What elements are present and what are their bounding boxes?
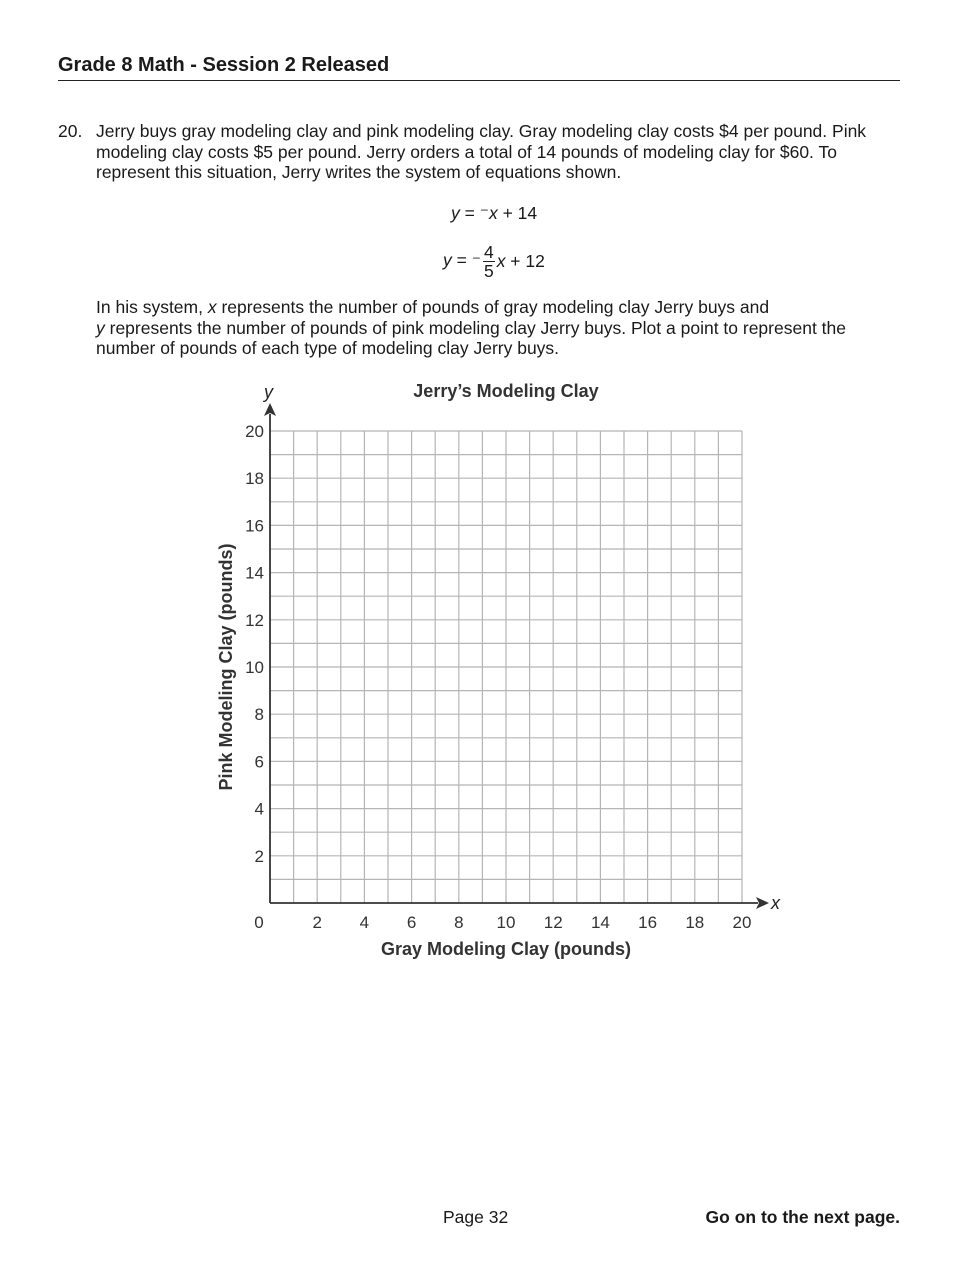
y-tick-label: 12: [245, 610, 264, 630]
x-tick-label: 4: [359, 913, 370, 932]
y-tick-label: 20: [245, 422, 264, 441]
eq2-neg: ⁻: [471, 251, 481, 271]
y-axis-label: Pink Modeling Clay (pounds): [216, 543, 236, 791]
footer-next-page: Go on to the next page.: [705, 1207, 900, 1227]
y-tick-label: 2: [254, 846, 264, 866]
x-tick-label: 20: [732, 913, 752, 932]
x-tick-label: 10: [496, 913, 516, 932]
body-y-var: y: [96, 317, 105, 338]
eq2-var: x: [496, 251, 506, 271]
y-tick-label: 8: [254, 705, 264, 725]
header-title: Grade 8 Math - Session 2 Released: [58, 54, 390, 76]
y-tick-label: 14: [245, 563, 264, 583]
y-tick-label: 10: [245, 658, 264, 677]
eq1-neg: ⁻: [479, 203, 489, 223]
y-tick-label: 4: [254, 799, 264, 819]
body-part1: represents the number of pounds of gray modeling clay Jerry buys and: [216, 297, 770, 317]
body-part2: represents the number of pounds of pink modeling clay Jerry buys. Plot a point to represent the number of pounds of each type of modeling clay Jerry buys.: [96, 317, 846, 358]
x-tick-label: 14: [590, 913, 610, 932]
x-tick-label: 2: [312, 913, 322, 932]
question-number: 20.: [58, 121, 83, 141]
x-axis-var: x: [771, 893, 780, 913]
body-prefix: In his system,: [96, 297, 208, 317]
x-tick-label: 12: [543, 913, 563, 932]
x-tick-label: 6: [406, 913, 417, 932]
chart-title: Jerry’s Modeling Clay: [413, 381, 599, 401]
eq2-lhs: y: [443, 250, 452, 271]
eq1-lhs: y: [451, 203, 460, 223]
eq2-numerator: 4: [483, 242, 494, 262]
x-axis-label: Gray Modeling Clay (pounds): [380, 939, 632, 959]
x-tick-label: 16: [638, 913, 658, 932]
y-tick-label: 6: [254, 752, 264, 772]
y-tick-label: 18: [245, 469, 264, 489]
x-tick-label: 8: [454, 913, 464, 932]
eq2-rest: + 12: [505, 251, 545, 271]
body-x-var: x: [207, 297, 217, 317]
eq1-equals: =: [459, 203, 480, 223]
eq2-equals: =: [451, 250, 472, 271]
eq1-var: x: [488, 203, 498, 223]
x-tick-label: 18: [685, 913, 705, 932]
question-intro: Jerry buys gray modeling clay and pink modeling clay. Gray modeling clay costs $4 per pound. Pink modeling clay costs $5 per pound. Jerry orders a total of 14 pounds of modeling clay for $60. To represent this situation, Jerry writes the system of equations shown.: [96, 121, 867, 182]
y-tick-label: 16: [245, 516, 264, 536]
y-axis-var: y: [264, 382, 273, 402]
eq1-rest: + 14: [497, 203, 538, 223]
origin-label: 0: [254, 913, 264, 932]
footer-page-number: Page 32: [443, 1207, 509, 1227]
eq2-denominator: 5: [483, 261, 494, 281]
